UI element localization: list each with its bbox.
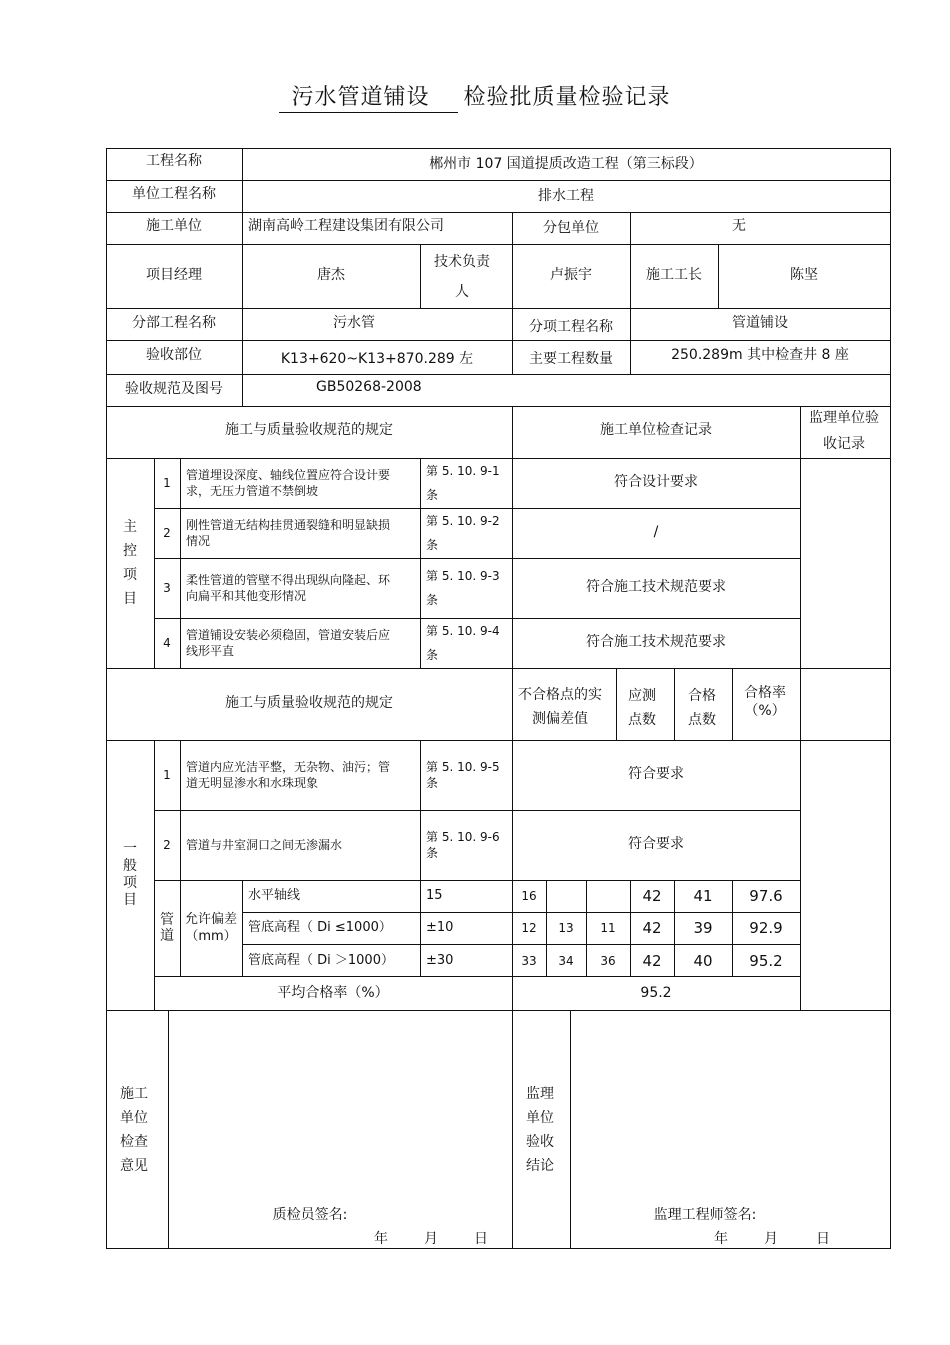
project-name-value: 郴州市 107 国道提质改造工程（第三标段） bbox=[429, 156, 703, 173]
supervisor-conclusion-label: 监理单位验收结论 bbox=[526, 1086, 554, 1174]
division-label: 分部工程名称 bbox=[132, 315, 216, 332]
item-result: 符合施工技术规范要求 bbox=[586, 579, 726, 596]
avg-value: 95.2 bbox=[640, 985, 672, 1002]
general-col-pass: 合格点数 bbox=[688, 688, 716, 728]
unit-project-label: 单位工程名称 bbox=[132, 186, 216, 203]
deviation-value-2: 34 bbox=[558, 953, 574, 968]
general-col-deviation: 不合格点的实测偏差值 bbox=[518, 687, 602, 727]
item-text: 管道埋设深度、轴线位置应符合设计要求，无压力管道不禁倒坡 bbox=[186, 468, 391, 498]
tolerance-name: 管底高程（ Di ＞1000） bbox=[248, 952, 394, 968]
tolerance-name: 管底高程（ Di ≤1000） bbox=[248, 919, 392, 935]
item-text: 管道铺设安装必须稳固，管道安装后应线形平直 bbox=[186, 628, 391, 658]
contractor-opinion-label: 施工单位检查意见 bbox=[120, 1086, 148, 1174]
item-number: 2 bbox=[163, 525, 171, 540]
item-number: 1 bbox=[163, 475, 171, 490]
contractor-value: 湖南高岭工程建设集团有限公司 bbox=[248, 218, 444, 235]
item-result: / bbox=[653, 524, 659, 541]
item-clause: 第 5. 10. 9-2 条 bbox=[426, 514, 500, 552]
location-value: K13+620~K13+870.289 左 bbox=[280, 351, 474, 368]
item-number: 4 bbox=[163, 635, 171, 650]
spec-value: GB50268-2008 bbox=[316, 379, 422, 396]
item-number: 2 bbox=[163, 837, 171, 852]
item-clause: 第 5. 10. 9-5 条 bbox=[426, 760, 500, 790]
deviation-value-3: 36 bbox=[600, 953, 616, 968]
required-points: 42 bbox=[642, 886, 662, 905]
project-name-label: 工程名称 bbox=[146, 153, 202, 170]
grid-line bbox=[106, 1010, 891, 1011]
general-col-required: 应测点数 bbox=[628, 688, 656, 728]
deviation-value-3 bbox=[586, 880, 630, 912]
deviation-value-2: 13 bbox=[558, 920, 574, 935]
subitem-label: 分项工程名称 bbox=[529, 319, 613, 336]
item-clause: 第 5. 10. 9-3 条 bbox=[426, 569, 500, 607]
deviation-value-1: 12 bbox=[521, 920, 537, 935]
required-points: 42 bbox=[642, 918, 662, 937]
pass-points: 39 bbox=[693, 918, 713, 937]
deviation-value-1: 33 bbox=[521, 953, 537, 968]
tolerance-limit: ±10 bbox=[426, 919, 454, 935]
pipe-label: 管道 bbox=[160, 912, 174, 944]
main-col-check: 施工单位检查记录 bbox=[600, 422, 712, 439]
general-group-label: 一般项目 bbox=[123, 841, 137, 908]
date-year-2: 年 bbox=[714, 1231, 728, 1248]
pass-rate: 92.9 bbox=[749, 918, 783, 937]
subcontractor-value: 无 bbox=[732, 218, 746, 235]
unit-project-value: 排水工程 bbox=[538, 188, 594, 205]
item-text: 刚性管道无结构挂贯通裂缝和明显缺损情况 bbox=[186, 518, 391, 548]
grid-line bbox=[674, 668, 675, 741]
tolerance-name: 水平轴线 bbox=[248, 887, 301, 903]
required-points: 42 bbox=[642, 951, 662, 970]
avg-label: 平均合格率（%） bbox=[277, 985, 389, 1002]
date-year-1: 年 bbox=[374, 1231, 388, 1248]
item-number: 3 bbox=[163, 580, 171, 595]
item-result: 符合要求 bbox=[628, 766, 684, 783]
pm-value: 唐杰 bbox=[317, 267, 345, 284]
page-title bbox=[0, 80, 950, 113]
pass-points: 40 bbox=[693, 951, 713, 970]
title-underlined: 污水管道铺设 bbox=[279, 80, 457, 113]
grid-line bbox=[800, 406, 801, 1011]
contractor-label: 施工单位 bbox=[146, 218, 202, 235]
item-number: 1 bbox=[163, 767, 171, 782]
grid-line bbox=[732, 668, 733, 741]
engineer-sign: 监理工程师签名: bbox=[653, 1207, 757, 1224]
inspector-sign: 质检员签名: bbox=[272, 1207, 348, 1224]
tech-value: 卢振宇 bbox=[550, 267, 592, 284]
tolerance-limit: 15 bbox=[426, 887, 443, 903]
item-result: 符合设计要求 bbox=[614, 474, 698, 491]
item-result: 符合要求 bbox=[628, 836, 684, 853]
grid-line bbox=[168, 1010, 169, 1249]
deviation-value-2 bbox=[546, 880, 586, 912]
quantity-value: 250.289m 其中检查井 8 座 bbox=[671, 347, 849, 364]
item-clause: 第 5. 10. 9-6 条 bbox=[426, 830, 500, 860]
pass-rate: 95.2 bbox=[749, 951, 783, 970]
item-clause: 第 5. 10. 9-1 条 bbox=[426, 464, 500, 502]
date-month-2: 月 bbox=[764, 1231, 778, 1248]
pass-points: 41 bbox=[693, 886, 713, 905]
grid-line bbox=[420, 244, 421, 309]
main-group-label: 主控项目 bbox=[123, 519, 137, 607]
tolerance-limit: ±30 bbox=[426, 952, 454, 968]
date-day-1: 日 bbox=[474, 1231, 488, 1248]
deviation-value-1: 16 bbox=[521, 888, 537, 903]
tech-label: 技术负责人 bbox=[434, 254, 490, 300]
grid-line bbox=[890, 148, 891, 1249]
item-text: 管道与井室洞口之间无渗漏水 bbox=[186, 838, 343, 852]
foreman-value: 陈坚 bbox=[790, 267, 818, 284]
pass-rate: 97.6 bbox=[749, 886, 783, 905]
foreman-label: 施工工长 bbox=[646, 267, 702, 284]
grid-line bbox=[570, 1010, 571, 1249]
division-value: 污水管 bbox=[333, 315, 375, 332]
date-day-2: 日 bbox=[816, 1231, 830, 1248]
deviation-value-3: 11 bbox=[600, 920, 616, 935]
tolerance-label: 允许偏差（mm） bbox=[184, 912, 237, 944]
subitem-value: 管道铺设 bbox=[732, 315, 788, 332]
item-result: 符合施工技术规范要求 bbox=[586, 634, 726, 651]
item-clause: 第 5. 10. 9-4 条 bbox=[426, 624, 500, 662]
general-col-rules: 施工与质量验收规范的规定 bbox=[225, 695, 393, 712]
main-col-supervisor: 监理单位验收记录 bbox=[809, 410, 879, 452]
date-month-1: 月 bbox=[424, 1231, 438, 1248]
main-col-rules: 施工与质量验收规范的规定 bbox=[225, 422, 393, 439]
pm-label: 项目经理 bbox=[146, 267, 202, 284]
grid-line bbox=[616, 668, 617, 741]
spec-label: 验收规范及图号 bbox=[125, 381, 223, 398]
general-col-rate: 合格率（%） bbox=[744, 685, 786, 719]
quantity-label: 主要工程数量 bbox=[529, 351, 613, 368]
subcontractor-label: 分包单位 bbox=[543, 220, 599, 237]
item-text: 柔性管道的管壁不得出现纵向隆起、环向扁平和其他变形情况 bbox=[186, 573, 391, 603]
title-rest: 检验批质量检验记录 bbox=[463, 85, 671, 110]
location-label: 验收部位 bbox=[146, 347, 202, 364]
item-text: 管道内应光洁平整，无杂物、油污；管道无明显渗水和水珠现象 bbox=[186, 760, 391, 790]
